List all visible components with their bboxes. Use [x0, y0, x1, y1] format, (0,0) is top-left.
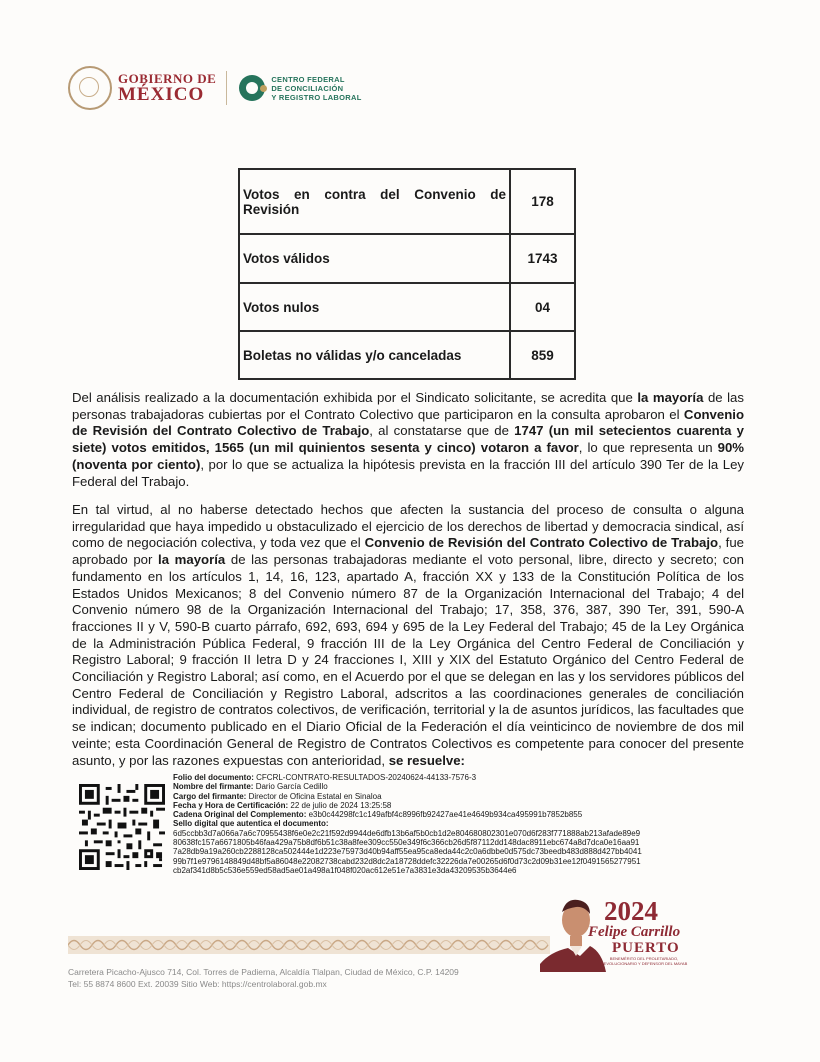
page-header: [68, 66, 362, 110]
badge-subtitle: BENEMÉRITO DEL PROLETARIADO, REVOLUCIONARIO Y DEFENSOR DEL MAYAB: [600, 956, 688, 966]
badge-name: Felipe Carrillo: [588, 924, 681, 940]
table-row: [239, 234, 575, 283]
table-cell-label: Votos válidos: [239, 234, 510, 283]
bold-span: se resuelve:: [388, 752, 465, 768]
bold-span: la mayoría: [637, 390, 704, 405]
bold-span: Convenio de Revisión del Contrato Colectivo de Trabajo: [364, 535, 719, 551]
table-cell-value: 04: [510, 283, 575, 331]
qr-code-icon: [79, 784, 165, 870]
table-cell-label: Boletas no válidas y/o canceladas: [239, 331, 510, 379]
footer-address: [68, 966, 459, 990]
cfcrl-logo-text: [271, 75, 361, 102]
table-cell-label: Votos nulos: [239, 283, 510, 331]
cadena-value: e3b0c44298fc1c149afbf4c8996fb92427ae41e4649b934ca495991b7852b855: [308, 810, 583, 820]
gob-line1: GOBIERNO DE: [118, 71, 217, 86]
contact-line: Tel: 55 8874 8600 Ext. 20039 Sitio Web: https://centrolaboral.gob.mx: [68, 979, 327, 989]
text-span: de las personas trabajadoras mediante el voto personal, libre, directo y secreto; con fundamento en los artículos 1, 14, 16, 123, apartado A, fracción XX y 133 de la Constitución Política de los Estados Unidos Mexicanos; 8 del Convenio número 87 de la Organización Internacional del Trabajo; 4 del Convenio número 98 de la Organización Internacional del Trabajo; 17, 358, 376, 387, 390 Ter, 391, 590-A fracciones II y V, 590-B cuarto párrafo, 692, 693, 694 y 695 de la Ley Federal del Trabajo; 45 de la Ley Orgánica de la Administración Pública Federal, 9 fracción III de la Ley Orgánica del Centro Federal de Conciliación y Registro Laboral; 9 fracción II letra D y 24 fracciones I, XIII y XIX del Estatuto Orgánico del Centro Federal de Conciliación y Registro Laboral; así como, en el Acuerdo por el que se delegan en las y los servidores públicos del Centro Federal de Conciliación y Registro Laboral, adscritos a las coordinaciones generales de conciliación individual, de registro de contratos colectivos, de verificación, territorial y la de asuntos jurídicos, las facultades que se indican; documento publicado en el Diario Oficial de la Federación el día veinticinco de noviembre de dos mil veinte; esta Coordinación General de Registro de Contratos Colectivos es competente para conocer del presente asunto, y por las razones expuestas con anterioridad,: [72, 552, 744, 768]
resolution-paragraph: [72, 502, 744, 769]
cfcrl-line1: CENTRO FEDERAL: [271, 74, 345, 84]
bold-span: Convenio de Revisión del Contrato Colectivo de Trabajo: [72, 406, 744, 439]
fecha-line: [173, 801, 643, 810]
cadena-line: [173, 810, 643, 819]
sello-value: 6d5ccbb3d7a066a7a6c70955438f6e0e2c21f592d9944de6dfb13b6af5b0cb1d2e804680802301e070d6f283f771888ab213afade89e980638fc157a6671805b46faa429a75b8df6b51c38a8fee309cc550e349f6c366cb26d5f87112dd148dac8911ebc674a8d7dca0e16aa917a28db9a19a260cb2288128ca502444e1d223e75973d40b94aff55ea95ca8eda44c2c0a6dbbe0d575dc73beedb483d888d427bb404199b7f1e9796148849d48bf5a86048e22082738cabd232d8dc2a18728ddefc32226da7e00265d6f0d73c2d09b31ee12f0491565277951cb2af341d8b5c536e559ed58ad5ae01a498a1f048f020ac612e51e7a3831e3da43209535b3644e6: [173, 828, 642, 875]
gobierno-mexico-logo: [118, 72, 216, 104]
text-span: , lo que representa un: [578, 440, 718, 456]
address-line: Carretera Picacho-Ajusco 714, Col. Torres de Padierna, Alcaldía Tlalpan, Ciudad de México, C.P. 14209: [68, 967, 459, 977]
bold-span: la mayoría: [158, 552, 226, 568]
table-row: [239, 331, 575, 379]
gob-line2: MÉXICO: [118, 84, 205, 105]
cfcrl-line3: Y REGISTRO LABORAL: [271, 92, 362, 102]
analysis-paragraph: [72, 390, 744, 490]
text-span: En tal virtud, al no haberse detectado hechos que afecten la sustancia del proceso de consulta o alguna irregularidad que haya impedido u obstaculizado el ejercicio de los derechos de libertad y democracia sindical, así como de negociación colectiva, y toda vez que el: [72, 502, 744, 551]
cadena-label: Cadena Original del Complemento:: [173, 810, 307, 820]
firmante-line: [173, 782, 643, 791]
sello-line: [173, 819, 643, 828]
text-span: de las personas trabajadoras cubiertas por el Contrato Colectivo que participaron en la consulta aprobaron el: [72, 390, 744, 422]
cfcrl-line2: DE CONCILIACIÓN: [271, 83, 344, 93]
table-cell-value: 178: [510, 169, 575, 234]
folio-value: CFCRL-CONTRATO-RESULTADOS-20240624-44133-7576-3: [256, 773, 477, 782]
badge-surname: PUERTO: [612, 940, 680, 956]
fecha-value: 22 de julio de 2024 13:25:58: [290, 800, 392, 810]
cargo-line: [173, 792, 643, 801]
bold-span: 1747 (un mil setecientos cuarenta y siete) votos emitidos, 1565 (un mil quinientos sesenta y cinco) votaron a favor: [72, 423, 744, 456]
electronic-signature-block: [173, 773, 643, 875]
mexico-seal-icon: [68, 66, 112, 110]
folio-line: [173, 773, 643, 782]
table-cell-value: 859: [510, 331, 575, 379]
votes-table: [238, 168, 576, 380]
folio-label: Folio del documento:: [173, 773, 254, 782]
fecha-label: Fecha y Hora de Certificación:: [173, 800, 289, 810]
cfcrl-logo-icon: [239, 75, 265, 101]
text-span: , al constatarse que de: [369, 423, 515, 439]
text-span: , por lo que se actualiza la hipótesis prevista en la fracción III del artículo 390 Ter de la Ley Federal del Trabajo.: [72, 456, 745, 489]
sello-label: Sello digital que autentica el documento:: [173, 819, 329, 829]
table-row: [239, 283, 575, 331]
badge-year: 2024: [604, 896, 658, 926]
firmante-label: Nombre del firmante:: [173, 782, 254, 792]
cargo-label: Cargo del firmante:: [173, 791, 247, 801]
table-row: [239, 169, 575, 234]
table-cell-value: 1743: [510, 234, 575, 283]
firmante-value: Dario García Cedillo: [255, 782, 328, 792]
text-span: , fue aprobado por: [72, 535, 744, 568]
cargo-value: Director de Oficina Estatal en Sinaloa: [248, 791, 382, 801]
header-divider: [226, 71, 227, 105]
table-cell-label: Votos en contra del Convenio de Revisión: [239, 169, 510, 234]
footer-ornament: [68, 936, 550, 954]
text-span: Del análisis realizado a la documentación exhibida por el Sindicato solicitante, se acredita que: [72, 390, 638, 405]
bold-span: 90% (noventa por ciento): [72, 440, 745, 472]
